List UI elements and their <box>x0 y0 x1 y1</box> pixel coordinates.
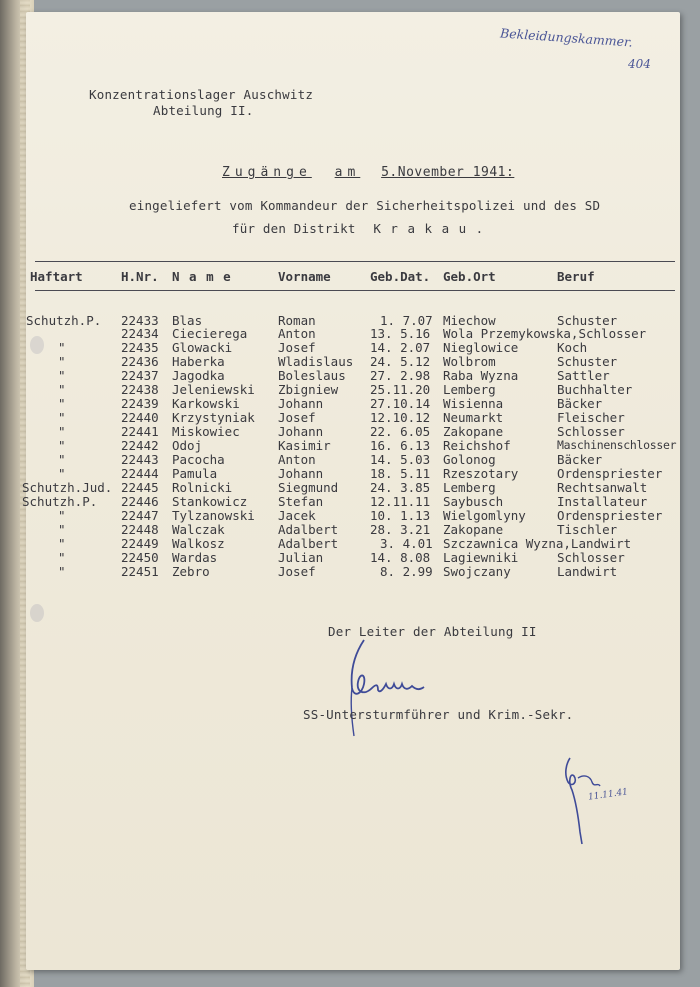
cell-nr: 22438 <box>121 382 159 397</box>
cell-haftart: " <box>58 564 66 579</box>
cell-beruf: Rechtsanwalt <box>557 480 648 495</box>
table-row <box>0 494 680 508</box>
cell-vorname: Wladislaus <box>278 354 354 369</box>
cell-vorname: Josef <box>278 410 316 425</box>
cell-nr: 22435 <box>121 340 159 355</box>
table-row <box>0 313 680 327</box>
col-haftart: Haftart <box>30 269 83 284</box>
cell-name: Jeleniewski <box>172 382 255 397</box>
col-name: N a m e <box>172 269 232 284</box>
cell-beruf: Schuster <box>557 313 618 328</box>
cell-dat: 16. 6.13 <box>370 438 431 453</box>
cell-beruf: Koch <box>557 340 588 355</box>
title-word-2: am <box>334 165 361 180</box>
cell-dat: 27.10.14 <box>370 396 431 411</box>
cell-ort: Lemberg <box>443 382 496 397</box>
cell-beruf: Schuster <box>557 354 618 369</box>
title-line-3-prefix: für den Distrikt <box>232 221 356 236</box>
cell-vorname: Anton <box>278 326 316 341</box>
cell-ort: Golonog <box>443 452 496 467</box>
table-row <box>0 368 680 382</box>
cell-ort: Miechow <box>443 313 496 328</box>
cell-ort: Zakopane <box>443 424 504 439</box>
cell-vorname: Julian <box>278 550 324 565</box>
table-row <box>0 452 680 466</box>
cell-haftart: " <box>58 536 66 551</box>
cell-ort: Wisienna <box>443 396 504 411</box>
table-row <box>0 480 680 494</box>
title-line <box>222 165 514 180</box>
cell-vorname: Siegmund <box>278 480 339 495</box>
cell-ort: Szczawnica Wyzna,Landwirt <box>443 536 632 551</box>
page-number: 404 <box>628 57 651 71</box>
cell-vorname: Johann <box>278 396 324 411</box>
cell-nr: 22448 <box>121 522 159 537</box>
cell-ort: Lemberg <box>443 480 496 495</box>
cell-haftart: " <box>58 522 66 537</box>
cell-haftart: " <box>58 368 66 383</box>
table-top-rule <box>35 261 675 262</box>
cell-haftart: " <box>58 424 66 439</box>
cell-ort: Saybusch <box>443 494 504 509</box>
cell-ort: Zakopane <box>443 522 504 537</box>
cell-beruf: Fleischer <box>557 410 625 425</box>
cell-dat: 14. 8.08 <box>370 550 431 565</box>
table-row <box>0 326 680 340</box>
cell-dat: 14. 5.03 <box>370 452 431 467</box>
cell-dat: 13. 5.16 <box>370 326 431 341</box>
cell-haftart: " <box>58 410 66 425</box>
cell-name: Zebro <box>172 564 210 579</box>
cell-beruf: Sattler <box>557 368 610 383</box>
cell-nr: 22451 <box>121 564 159 579</box>
cell-haftart: Schutzh.P. <box>22 494 98 509</box>
table-row <box>0 382 680 396</box>
title-line-3-place: K r a k a u . <box>373 221 485 236</box>
cell-name: Pacocha <box>172 452 225 467</box>
cell-name: Tylzanowski <box>172 508 255 523</box>
cell-haftart: Schutzh.Jud. <box>22 480 113 495</box>
cell-name: Glowacki <box>172 340 233 355</box>
cell-beruf: Bäcker <box>557 452 603 467</box>
table-row <box>0 550 680 564</box>
cell-dat: 18. 5.11 <box>370 466 431 481</box>
table-row <box>0 508 680 522</box>
cell-name: Karkowski <box>172 396 240 411</box>
cell-name: Ciecierega <box>172 326 248 341</box>
cell-beruf: Schlosser <box>557 550 625 565</box>
cell-name: Rolnicki <box>172 480 233 495</box>
cell-dat: 25.11.20 <box>370 382 431 397</box>
cell-nr: 22439 <box>121 396 159 411</box>
col-beruf: Beruf <box>557 269 595 284</box>
cell-beruf: Landwirt <box>557 564 618 579</box>
col-vorname: Vorname <box>278 269 331 284</box>
cell-name: Haberka <box>172 354 225 369</box>
cell-vorname: Anton <box>278 452 316 467</box>
cell-vorname: Johann <box>278 466 324 481</box>
title-line-2: eingeliefert vom Kommandeur der Sicherheitspolizei und des SD <box>129 198 601 213</box>
table-row <box>0 410 680 424</box>
table-row <box>0 354 680 368</box>
cell-vorname: Johann <box>278 424 324 439</box>
cell-beruf: Ordenspriester <box>557 466 663 481</box>
cell-name: Miskowiec <box>172 424 240 439</box>
cell-beruf: Tischler <box>557 522 618 537</box>
cell-nr: 22433 <box>121 313 159 328</box>
cell-dat: 1. 7.07 <box>380 313 433 328</box>
cell-nr: 22436 <box>121 354 159 369</box>
cell-nr: 22441 <box>121 424 159 439</box>
cell-dat: 24. 3.85 <box>370 480 431 495</box>
camp-name: Konzentrationslager Auschwitz <box>89 87 314 102</box>
cell-haftart: " <box>58 396 66 411</box>
cell-dat: 28. 3.21 <box>370 522 431 537</box>
cell-ort: Neumarkt <box>443 410 504 425</box>
cell-nr: 22440 <box>121 410 159 425</box>
cell-nr: 22442 <box>121 438 159 453</box>
cell-vorname: Adalbert <box>278 536 339 551</box>
cell-haftart: Schutzh.P. <box>26 313 102 328</box>
col-gebort: Geb.Ort <box>443 269 496 284</box>
cell-dat: 12.11.11 <box>370 494 431 509</box>
cell-dat: 10. 1.13 <box>370 508 431 523</box>
cell-ort: Wolbrom <box>443 354 496 369</box>
cell-beruf: Schlosser <box>557 424 625 439</box>
cell-ort: Nieglowice <box>443 340 519 355</box>
cell-vorname: Boleslaus <box>278 368 346 383</box>
cell-haftart: " <box>58 382 66 397</box>
cell-nr: 22444 <box>121 466 159 481</box>
cell-name: Krzystyniak <box>172 410 255 425</box>
cell-dat: 8. 2.99 <box>380 564 433 579</box>
stamp-annotation: Bekleidungskammer. <box>499 25 634 50</box>
cell-beruf: Bäcker <box>557 396 603 411</box>
handwritten-signature <box>336 632 436 742</box>
cell-name: Stankowicz <box>172 494 248 509</box>
cell-ort: Rzeszotary <box>443 466 519 481</box>
cell-haftart: " <box>58 354 66 369</box>
cell-haftart: " <box>58 438 66 453</box>
title-date: 5.November 1941: <box>381 165 515 180</box>
cell-nr: 22449 <box>121 536 159 551</box>
cell-haftart: " <box>58 452 66 467</box>
table-row <box>0 438 680 452</box>
punch-hole <box>30 604 44 622</box>
cell-name: Odoj <box>172 438 203 453</box>
cell-vorname: Stefan <box>278 494 324 509</box>
cell-beruf: Ordenspriester <box>557 508 663 523</box>
cell-vorname: Adalbert <box>278 522 339 537</box>
signature-rank: SS-Untersturmführer und Krim.-Sekr. <box>303 707 574 722</box>
cell-name: Walkosz <box>172 536 225 551</box>
cell-ort: Wielgomlyny <box>443 508 526 523</box>
table-row <box>0 396 680 410</box>
table-row <box>0 564 680 578</box>
cell-vorname: Zbigniew <box>278 382 339 397</box>
cell-name: Wardas <box>172 550 218 565</box>
cell-vorname: Kasimir <box>278 438 331 453</box>
cell-dat: 14. 2.07 <box>370 340 431 355</box>
cell-ort: Wola Przemykowska,Schlosser <box>443 326 647 341</box>
department: Abteilung II. <box>153 103 254 118</box>
cell-ort: Swojczany <box>443 564 511 579</box>
cell-ort: Reichshof <box>443 438 511 453</box>
title-line-3 <box>232 221 484 236</box>
cell-name: Jagodka <box>172 368 225 383</box>
cell-vorname: Josef <box>278 340 316 355</box>
cell-nr: 22445 <box>121 480 159 495</box>
cell-dat: 24. 5.12 <box>370 354 431 369</box>
cell-nr: 22446 <box>121 494 159 509</box>
cell-vorname: Josef <box>278 564 316 579</box>
cell-haftart: " <box>58 466 66 481</box>
table-row <box>0 340 680 354</box>
table-row <box>0 424 680 438</box>
cell-vorname: Roman <box>278 313 316 328</box>
cell-nr: 22443 <box>121 452 159 467</box>
cell-beruf: Buchhalter <box>557 382 633 397</box>
col-hnr: H.Nr. <box>121 269 159 284</box>
cell-nr: 22447 <box>121 508 159 523</box>
cell-dat: 22. 6.05 <box>370 424 431 439</box>
table-row <box>0 522 680 536</box>
cell-dat: 27. 2.98 <box>370 368 431 383</box>
cell-nr: 22437 <box>121 368 159 383</box>
cell-haftart: " <box>58 340 66 355</box>
cell-vorname: Jacek <box>278 508 316 523</box>
cell-name: Walczak <box>172 522 225 537</box>
cell-name: Blas <box>172 313 203 328</box>
col-gebdat: Geb.Dat. <box>370 269 431 284</box>
signature-title: Der Leiter der Abteilung II <box>328 624 537 639</box>
title-word-1: Zugänge <box>222 165 312 180</box>
cell-nr: 22434 <box>121 326 159 341</box>
cell-dat: 12.10.12 <box>370 410 431 425</box>
table-header-rule <box>35 290 675 291</box>
cell-nr: 22450 <box>121 550 159 565</box>
cell-ort: Lagiewniki <box>443 550 519 565</box>
cell-haftart: " <box>58 508 66 523</box>
cell-ort: Raba Wyzna <box>443 368 519 383</box>
cell-haftart: " <box>58 550 66 565</box>
table-row <box>0 466 680 480</box>
cell-name: Pamula <box>172 466 218 481</box>
cell-beruf: Maschinenschlosser <box>557 438 677 452</box>
table-row <box>0 536 680 550</box>
cell-beruf: Installateur <box>557 494 648 509</box>
initials-date: 11.11.41 <box>587 787 629 803</box>
cell-dat: 3. 4.01 <box>380 536 433 551</box>
